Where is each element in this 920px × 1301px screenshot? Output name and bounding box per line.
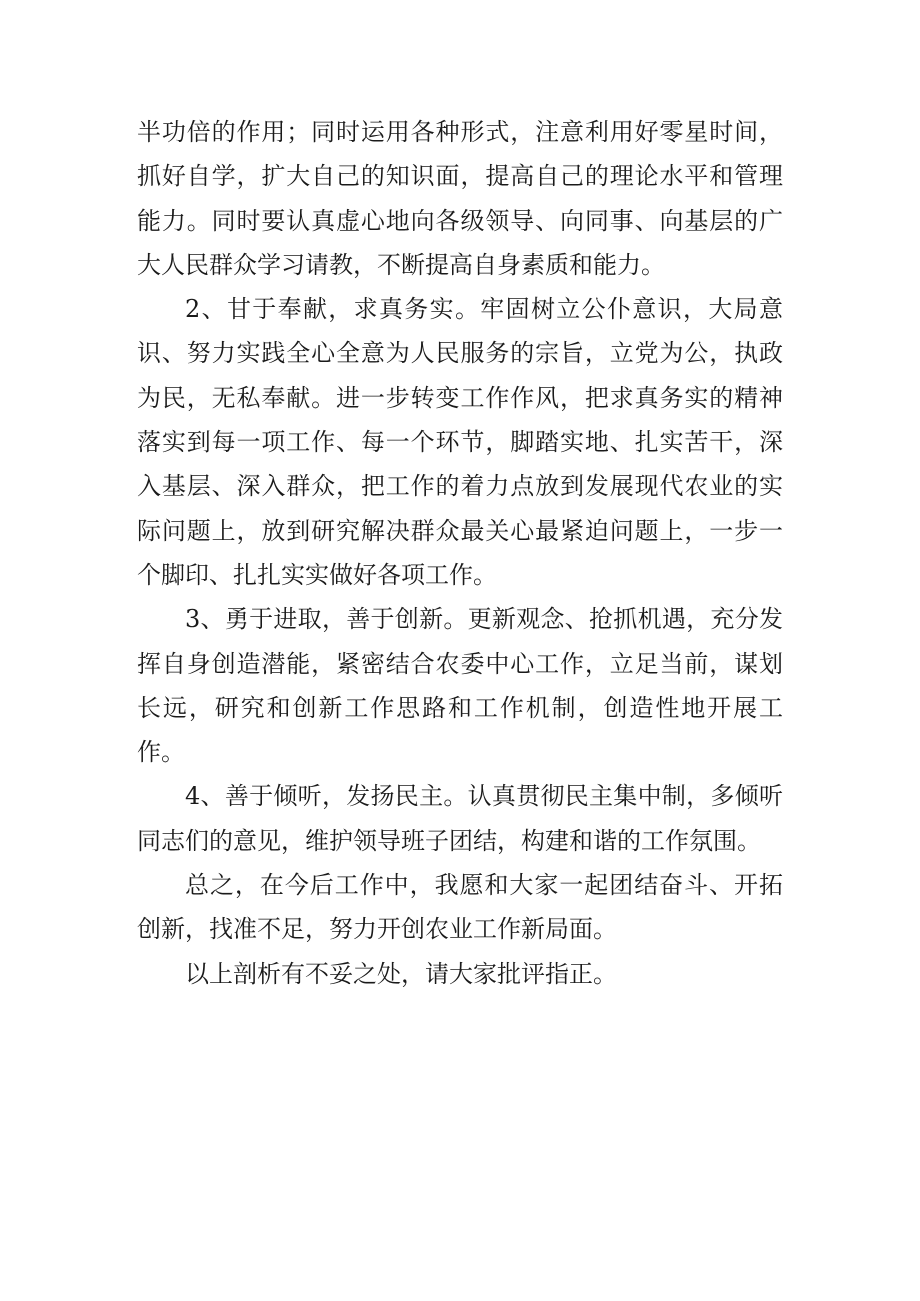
paragraph-summary: 总之，在今后工作中，我愿和大家一起团结奋斗、开拓创新，找准不足，努力开创农业工作新局面。 [137, 871, 783, 944]
paragraph-item-4: 4、善于倾听，发扬民主。认真贯彻民主集中制，多倾听同志们的意见，维护领导班子团结，构建和谐的工作氛围。 [137, 782, 783, 855]
paragraph-closing: 以上剖析有不妥之处，请大家批评指正。 [185, 959, 617, 988]
paragraph-item-3: 3、勇于进取，善于创新。更新观念、抢抓机遇，充分发挥自身创造潜能，紧密结合农委中心工作，立足当前，谋划长远，研究和创新工作思路和工作机制，创造性地开展工作。 [137, 605, 783, 767]
paragraph-item-2: 2、甘于奉献，求真务实。牢固树立公仆意识，大局意识、努力实践全心全意为人民服务的宗旨，立党为公，执政为民，无私奉献。进一步转变工作作风，把求真务实的精神落实到每一项工作、每一个环节，脚踏实地、扎实苦干，深入基层、深入群众，把工作的着力点放到发展现代农业的实际问题上，放到研究解决群众最关心最紧迫问题上，一步一个脚印、扎扎实实做好各项工作。 [137, 295, 783, 589]
paragraph-continuation: 半功倍的作用；同时运用各种形式，注意利用好零星时间，抓好自学，扩大自己的知识面，提高自己的理论水平和管理能力。同时要认真虚心地向各级领导、向同事、向基层的广大人民群众学习请教，不断提高自身素质和能力。 [137, 118, 783, 279]
document-body [137, 110, 783, 996]
